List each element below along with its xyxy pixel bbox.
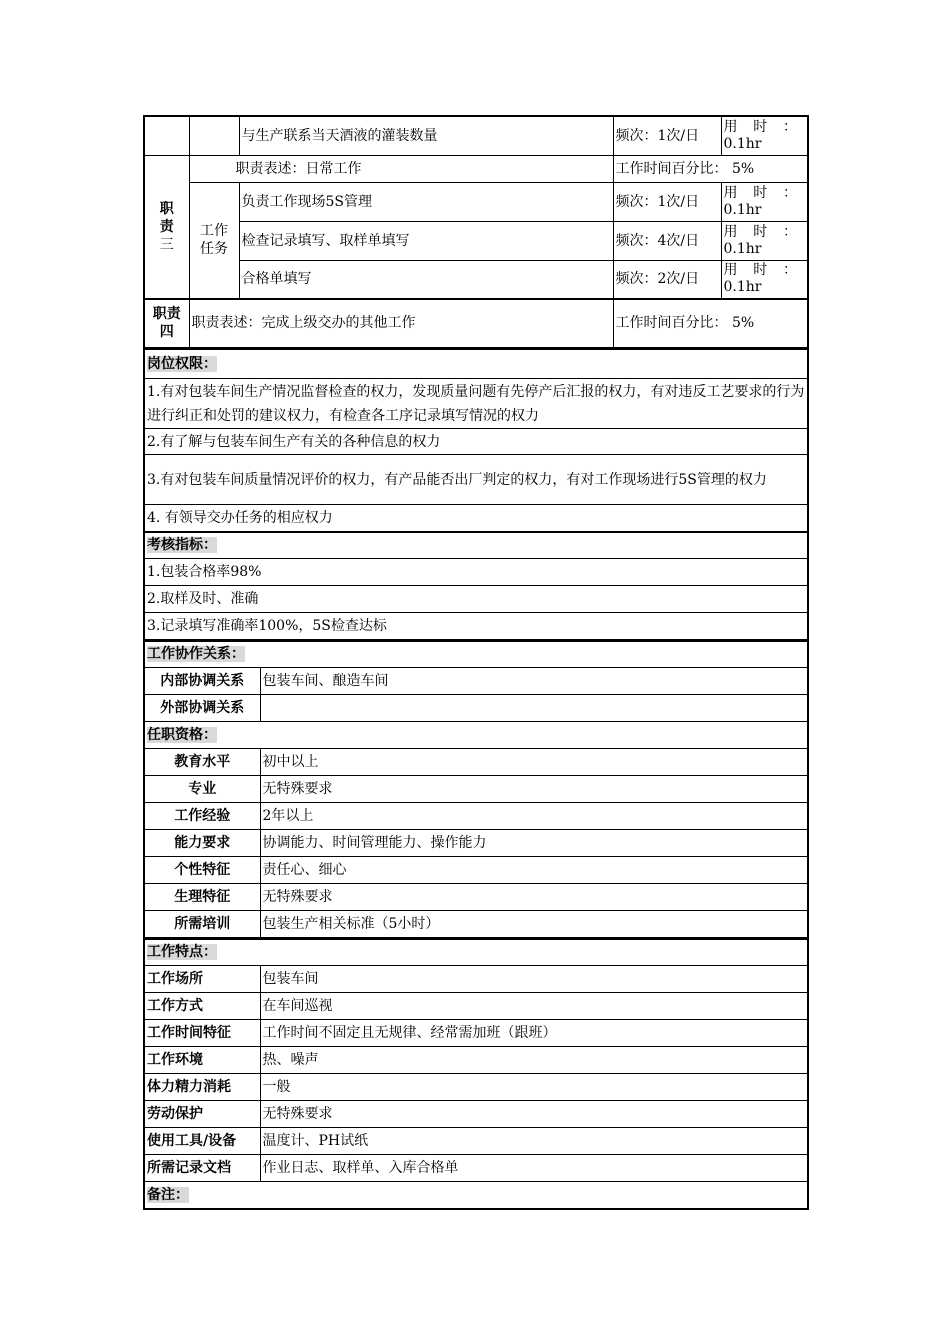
- cooperation-header-row: [144, 641, 808, 667]
- task-content: 合格单填写: [239, 260, 613, 299]
- authority-item: 4. 有领导交办任务的相应权力: [144, 505, 808, 532]
- task-time: 用 时 ： 0.1hr: [721, 221, 808, 260]
- task-frequency: 频次：2次/日: [613, 260, 721, 299]
- features-header-row: [144, 939, 808, 966]
- duty3-description: 职责表述：日常工作: [189, 155, 613, 182]
- duty3-time-percent: 工作时间百分比： 5%: [613, 155, 808, 182]
- authority-item: 3.有对包装车间质量情况评价的权力，有产品能否出厂判定的权力，有对工作现场进行5S管理的权力: [144, 455, 808, 505]
- duties-table: [143, 115, 809, 348]
- task-content: 与生产联系当天酒液的灌装数量: [239, 116, 613, 155]
- authority-header-row: [144, 349, 808, 379]
- task-time: 用 时 ： 0.1hr: [721, 260, 808, 299]
- feature-row: 工作时间特征 工作时间不固定且无规律、经常需加班（跟班）: [144, 1020, 808, 1047]
- duty3-task-row: [144, 182, 808, 221]
- section-title: 岗位权限：: [144, 349, 808, 379]
- kpi-item: 2.取样及时、准确: [144, 586, 808, 613]
- task-content: 检查记录填写、取样单填写: [239, 221, 613, 260]
- qualification-row: 个性特征 责任心、细心: [144, 856, 808, 883]
- cooperation-qualification-table: [143, 640, 809, 938]
- remarks-row: [144, 1182, 808, 1209]
- blank-cell: [144, 116, 189, 155]
- duty3-task-row: [144, 260, 808, 299]
- job-description-sheet: [143, 115, 807, 1210]
- task-time: 用 时 ： 0.1hr: [721, 182, 808, 221]
- blank-cell: [189, 116, 239, 155]
- section-title: 考核指标：: [144, 532, 808, 559]
- duty4-label: 职责 四: [144, 299, 189, 347]
- feature-row: 劳动保护 无特殊要求: [144, 1101, 808, 1128]
- duty3-label: 职 责 三: [144, 155, 189, 299]
- authority-item: 1.有对包装车间生产情况监督检查的权力，发现质量问题有先停产后汇报的权力，有对违反工艺要求的行为进行纠正和处罚的建议权力，有检查各工序记录填写情况的权力: [144, 379, 808, 429]
- section-title: 工作特点：: [144, 939, 808, 966]
- qualification-row: 专业 无特殊要求: [144, 775, 808, 802]
- duty-top-row: [144, 116, 808, 155]
- task-frequency: 频次：1次/日: [613, 116, 721, 155]
- duty3-task-row: [144, 221, 808, 260]
- feature-row: 使用工具/设备 温度计、PH试纸: [144, 1128, 808, 1155]
- cooperation-row: 外部协调关系: [144, 694, 808, 721]
- remarks-title: 备注：: [144, 1182, 808, 1209]
- authority-item: 2.有了解与包装车间生产有关的各种信息的权力: [144, 429, 808, 455]
- qualification-row: 工作经验 2年以上: [144, 802, 808, 829]
- section-title: 工作协作关系：: [144, 641, 808, 667]
- duty4-time-percent: 工作时间百分比： 5%: [613, 299, 808, 347]
- authority-kpi-table: [143, 348, 809, 641]
- qualification-row: 生理特征 无特殊要求: [144, 883, 808, 910]
- qualification-header-row: [144, 721, 808, 748]
- qualification-row: 教育水平 初中以上: [144, 748, 808, 775]
- cooperation-row: 内部协调关系 包装车间、酿造车间: [144, 667, 808, 694]
- feature-row: 体力精力消耗 一般: [144, 1074, 808, 1101]
- duty4-description: 职责表述：完成上级交办的其他工作: [189, 299, 613, 347]
- task-frequency: 频次：1次/日: [613, 182, 721, 221]
- feature-row: 工作环境 热、噪声: [144, 1047, 808, 1074]
- feature-row: 工作场所 包装车间: [144, 966, 808, 993]
- task-frequency: 频次：4次/日: [613, 221, 721, 260]
- kpi-item: 3.记录填写准确率100%，5S检查达标: [144, 613, 808, 640]
- qualification-row: 能力要求 协调能力、时间管理能力、操作能力: [144, 829, 808, 856]
- task-content: 负责工作现场5S管理: [239, 182, 613, 221]
- tasks-label: 工作 任务: [189, 182, 239, 299]
- kpi-header-row: [144, 532, 808, 559]
- duty4-row: [144, 299, 808, 347]
- task-time: 用 时 ： 0.1hr: [721, 116, 808, 155]
- features-table: [143, 938, 809, 1210]
- duty3-desc-row: [144, 155, 808, 182]
- feature-row: 工作方式 在车间巡视: [144, 993, 808, 1020]
- qualification-row: 所需培训 包装生产相关标准（5小时）: [144, 910, 808, 937]
- feature-row: 所需记录文档 作业日志、取样单、入库合格单: [144, 1155, 808, 1182]
- section-title: 任职资格：: [144, 721, 808, 748]
- kpi-item: 1.包装合格率98%: [144, 559, 808, 586]
